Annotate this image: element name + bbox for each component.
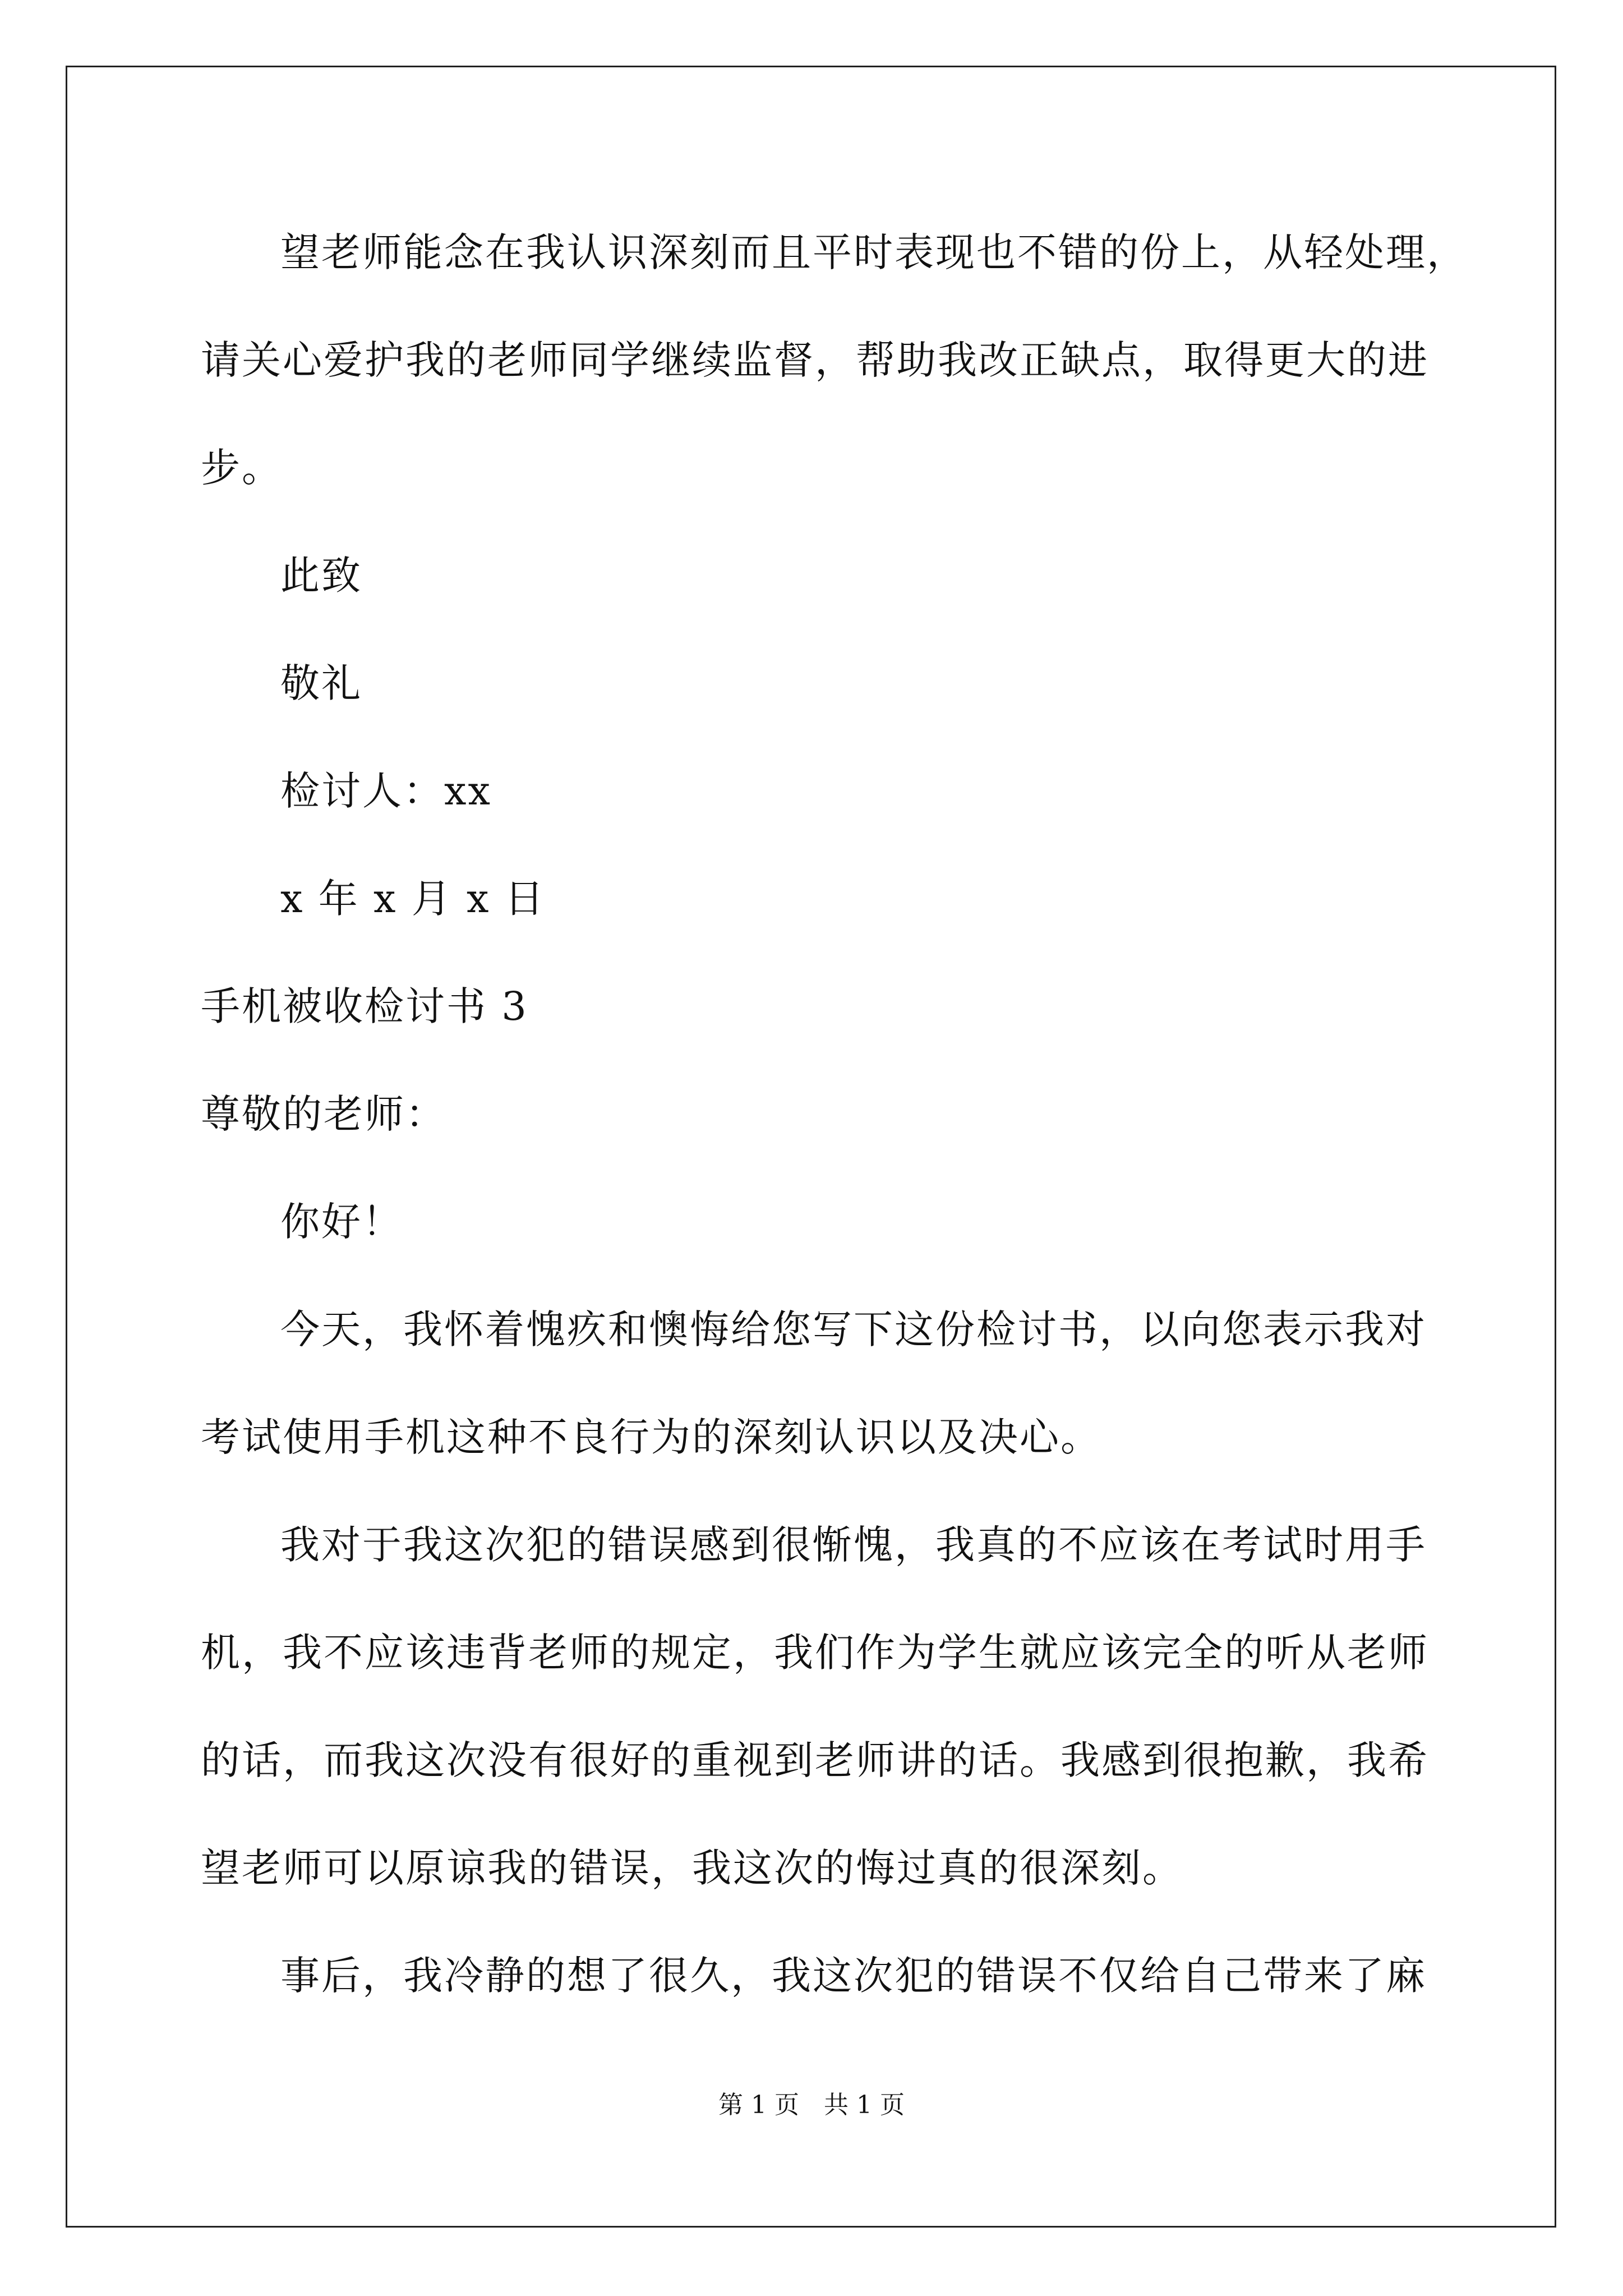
paragraph-line: 今天，我怀着愧疚和懊悔给您写下这份检讨书，以向您表示我对 (280, 1306, 1427, 1352)
greeting-hello: 你好！ (280, 1199, 403, 1245)
paragraph-line: 步。 (201, 445, 283, 491)
closing-regards: 敬礼 (280, 660, 362, 706)
section-title: 手机被收检讨书 3 (201, 983, 528, 1029)
page-border (66, 66, 1556, 2228)
paragraph-line: 事后，我冷静的想了很久，我这次犯的错误不仅给自己带来了麻 (280, 1953, 1427, 1999)
page-footer: 第 1 页 共 1 页 (718, 2091, 905, 2119)
paragraph-line: 望老师能念在我认识深刻而且平时表现也不错的份上，从轻处理， (280, 229, 1468, 275)
paragraph-line: 请关心爱护我的老师同学继续监督，帮助我改正缺点，取得更大的进 (201, 337, 1429, 383)
date-line: x 年 x 月 x 日 (280, 876, 546, 922)
signature-line: 检讨人：xx (280, 768, 492, 814)
paragraph-line: 机，我不应该违背老师的规定，我们作为学生就应该完全的听从老师 (201, 1630, 1429, 1676)
closing-salutation: 此致 (280, 553, 362, 599)
paragraph-line: 考试使用手机这种不良行为的深刻认识以及决心。 (201, 1414, 1101, 1460)
paragraph-line: 我对于我这次犯的错误感到很惭愧，我真的不应该在考试时用手 (280, 1522, 1427, 1568)
greeting: 尊敬的老师： (201, 1091, 446, 1137)
paragraph-line: 望老师可以原谅我的错误，我这次的悔过真的很深刻。 (201, 1845, 1183, 1891)
paragraph-line: 的话，而我这次没有很好的重视到老师讲的话。我感到很抱歉，我希 (201, 1737, 1429, 1783)
